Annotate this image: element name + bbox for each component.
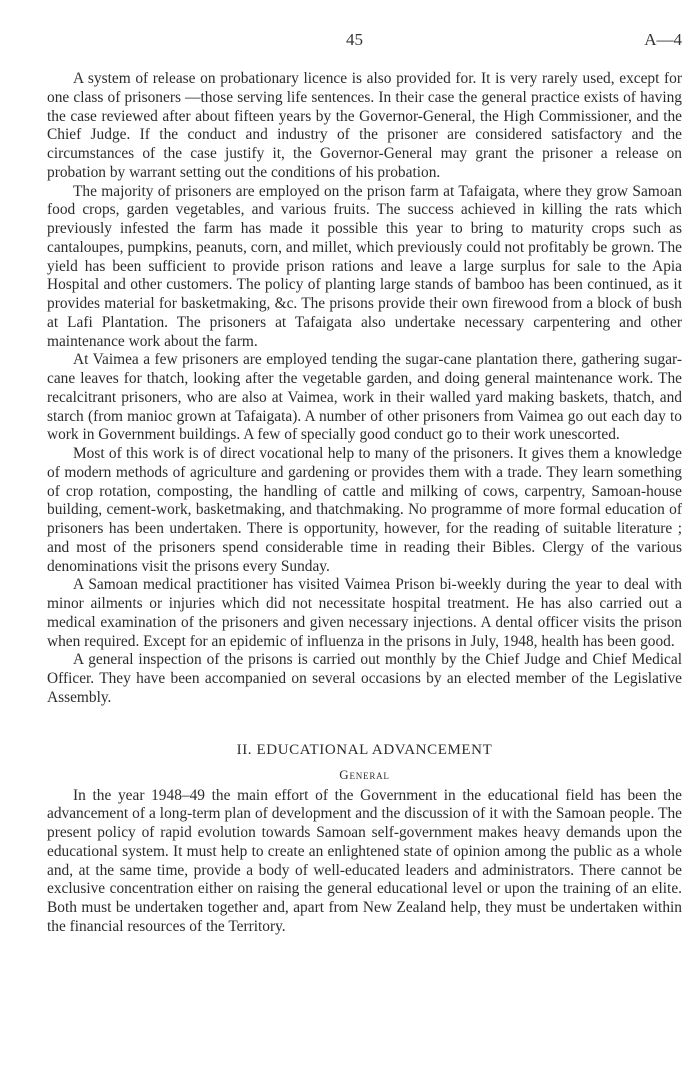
paragraph-vocational-help: Most of this work is of direct vocational help to many of the prisoners. It gives them a knowledge of modern methods of agriculture and gardening or provides them with a trade. They learn something of crop rotation, composting, the handling of cattle and milking of cows, carpentry, Samoan-house building, cement-work, basketmaking, and thatchmaking. No programme of more formal education of prisoners has been undertaken. There is opportunity, however, for the reading of suitable literature ; and most of the prisoners spend considerable time in reading their Bibles. Clergy of the various denominations visit the prisons every Sunday.: [47, 445, 682, 575]
paragraph-inspection: A general inspection of the prisons is carried out monthly by the Chief Judge and Chief Medical Officer. They have been accompanied on several occasions by an elected member of the Legislative Assembly.: [47, 651, 682, 706]
document-reference: A—4: [644, 30, 682, 49]
paragraph-educational-plan: In the year 1948–49 the main effort of the Government in the educational field has been the advancement of a long-term plan of development and the discussion of it with the Samoan people. The present policy of rapid evolution towards Samoan self-government makes heavy demands upon the educational system. It must help to create an enlightened state of opinion among the public as a whole and, at the same time, provide a body of well-educated leaders and administrators. There cannot be exclusive concentration either on raising the general educational level or upon the training of an elite. Both must be undertaken together and, apart from New Zealand help, they must be undertaken within the financial resources of the Territory.: [47, 786, 682, 935]
paragraph-vaimea-work: At Vaimea a few prisoners are employed tending the sugar-cane plantation there, gathering sugar-cane leaves for thatch, looking after the vegetable garden, and doing general maintenance work. The recalcitrant prisoners, who are also at Vaimea, work in their walled yard making baskets, thatch, and starch (from manioc grown at Tafaigata). A number of other prisoners from Vaimea go out each day to work in Government buildings. A few of specially good conduct go to their work unescorted.: [47, 351, 682, 444]
paragraph-prison-farm: The majority of prisoners are employed on the prison farm at Tafaigata, where they grow Samoan food crops, garden vegetables, and various fruits. The success achieved in killing the rats which previously infested the farm has made it possible this year to bring to maturity crops such as cantaloupes, pumpkins, peanuts, corn, and millet, which previously could not profitably be grown. The yield has been sufficient to provide prison rations and leave a large surplus for sale to the Apia Hospital and other customers. The policy of planting large stands of bamboo has been continued, as it provides material for basketmaking, &c. The prisons provide their own firewood from a block of bush at Lafi Plantation. The prisoners at Tafaigata also undertake necessary carpentering and other maintenance work about the farm.: [47, 182, 682, 350]
paragraph-medical: A Samoan medical practitioner has visited Vaimea Prison bi-weekly during the year to deal with minor ailments or injuries which did not necessitate hospital treatment. He has also carried out a medical examination of the prisoners and given necessary injections. A dental officer visits the prison when required. Except for an epidemic of influenza in the prisons in July, 1948, health has been good.: [47, 576, 682, 650]
section-subheading: General: [339, 766, 390, 782]
section-heading: II. EDUCATIONAL ADVANCEMENT: [236, 741, 493, 758]
page-number: 45: [346, 30, 363, 49]
paragraph-probationary-licence: A system of release on probationary licence is also provided for. It is very rarely used, except for one class of prisoners —those serving life sentences. In their case the general practice exists of having the case reviewed after about fifteen years by the Governor-General, the High Commissioner, and the Chief Judge. If the conduct and industry of the prisoner are considered satisfactory and the circumstances of the case justify it, the Governor-General may grant the prisoner a release on probation by warrant setting out the conditions of his probation.: [47, 70, 682, 181]
body-text: [47, 70, 682, 937]
page-header: [0, 30, 700, 54]
